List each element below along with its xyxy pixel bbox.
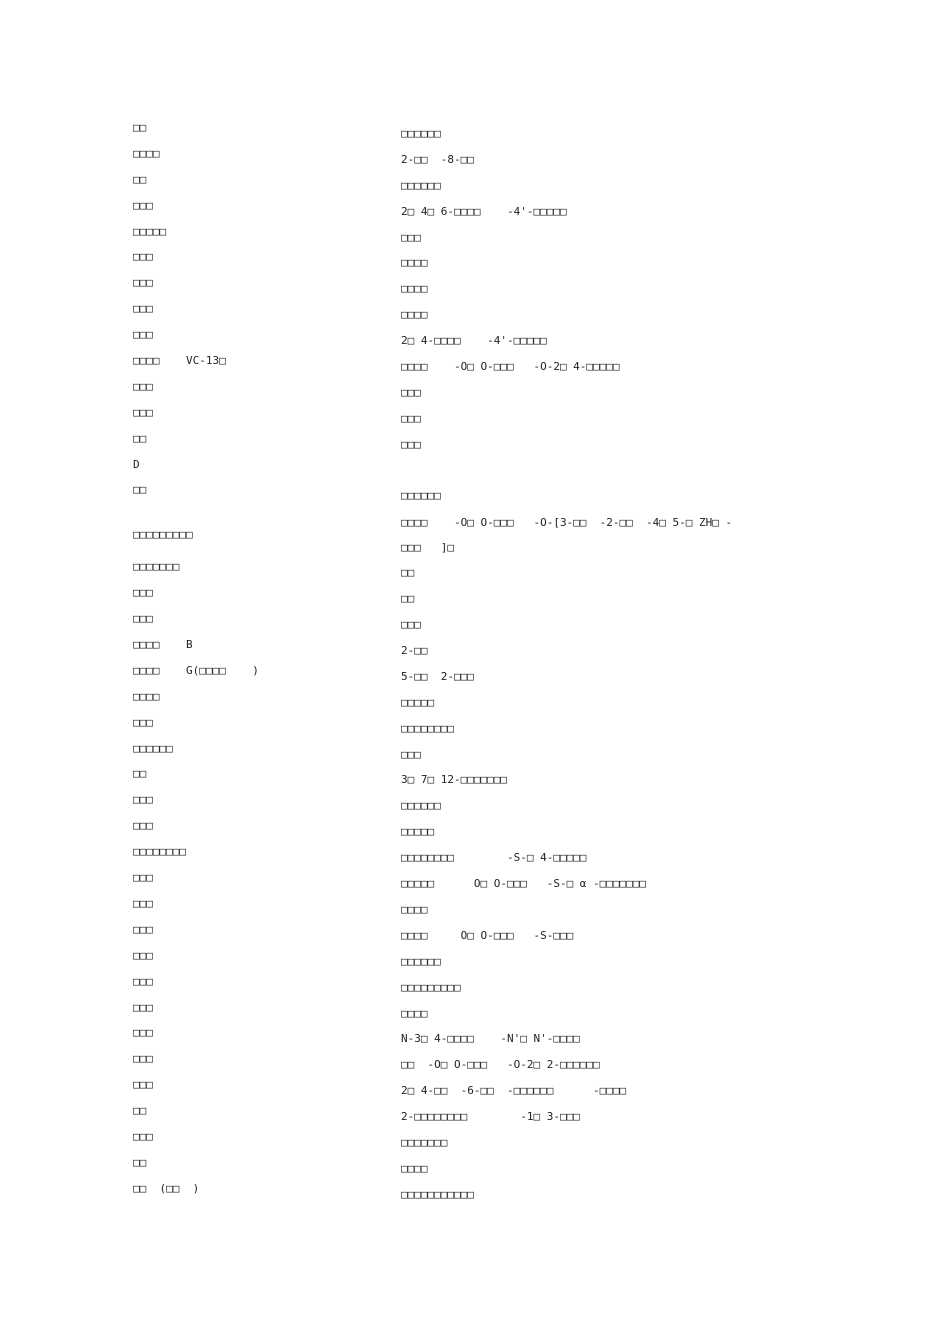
table-row (133, 742, 773, 768)
table-row (133, 1156, 773, 1182)
table-row (133, 897, 773, 923)
compound-name: □□□ (133, 819, 153, 833)
compound-name: □□ (133, 1155, 147, 1169)
compound-name: □□□ (133, 405, 153, 419)
table-row (133, 432, 773, 458)
table-row (133, 199, 773, 225)
table-row (133, 250, 773, 276)
table-row (133, 664, 773, 690)
compound-name: □□ (133, 1104, 147, 1118)
chemical-name: N-3□ 4-□□□□ -N'□ N'-□□□□ (401, 1032, 580, 1046)
compound-name: □□□ (133, 328, 153, 342)
compound-name: □□□ (133, 198, 153, 212)
chemical-name: 2-□□□□□□□□ -1□ 3-□□□ (401, 1110, 580, 1124)
chemical-name: □□□□ -O□ O-□□□ -O-2□ 4-□□□□□ (401, 360, 620, 374)
chemical-name: □□□ (401, 747, 421, 761)
table-row (133, 560, 773, 586)
compound-name: □□□ (133, 1078, 153, 1092)
table-row (133, 380, 773, 406)
chemical-name: □□□□□□□□ (401, 721, 454, 735)
compound-name: □□□ (133, 896, 153, 910)
chemical-name: □□□ (401, 437, 421, 451)
compound-name: □□□ (133, 250, 153, 264)
chemical-name: □□□□□□□□□ (401, 980, 461, 994)
compound-name: □□□□□□□□ (133, 845, 186, 859)
table-row (133, 845, 773, 871)
chemical-name: □□ -O□ O-□□□ -O-2□ 2-□□□□□□ (401, 1058, 600, 1072)
compound-name: □□□□□ (133, 224, 167, 238)
table-row (133, 406, 773, 432)
chemical-name: □□□□□□□□□□□ (401, 1187, 474, 1201)
table-row (133, 509, 773, 560)
compound-name: □□□ (133, 276, 153, 290)
compound-name: □□□ (133, 302, 153, 316)
compound-name: □□ (133, 172, 147, 186)
table-row (133, 767, 773, 793)
compound-name: □□□ (133, 1026, 153, 1040)
chemical-name: □□□ (401, 411, 421, 425)
table-row (133, 1104, 773, 1130)
chemical-name: □□□□□□ (401, 127, 441, 140)
table-row (133, 793, 773, 819)
table-row (133, 225, 773, 251)
chemical-name: 5-□□ 2-□□□ (401, 669, 474, 683)
chemical-name: 2□ 4-□□ -6-□□ -□□□□□□ -□□□□ (401, 1084, 627, 1098)
chemical-name: □□□□□□ (401, 954, 441, 968)
compound-name: □□□ (133, 715, 153, 729)
chemical-name: □□□□□□□ (401, 1135, 448, 1149)
document-table (133, 121, 773, 1208)
compound-name: □□□ (133, 586, 153, 600)
compound-name: □□□□□□□ (133, 560, 180, 574)
compound-name: □□□ (133, 612, 153, 626)
chemical-name: □□□□ (401, 1161, 428, 1175)
section-letter: D (133, 457, 140, 471)
table-row (133, 949, 773, 975)
chemical-name: □□□□□ (401, 825, 435, 839)
compound-name: □□□□ (133, 146, 160, 160)
table-row (133, 276, 773, 302)
table-row (133, 690, 773, 716)
table-row (133, 173, 773, 199)
compound-name: □□ (133, 767, 147, 781)
table-row (133, 147, 773, 173)
compound-name: □□ (□□ ) (133, 1181, 200, 1195)
table-row (133, 483, 773, 509)
chemical-name: □□□□ (401, 256, 428, 270)
table-row (133, 328, 773, 354)
chemical-name: □□□□□ O□ O-□□□ -S-□ α -□□□□□□□ (401, 877, 647, 891)
compound-name: □□□ (133, 1000, 153, 1014)
chemical-name: □□□□ (401, 308, 428, 322)
compound-name: □□□ (133, 948, 153, 962)
compound-name: □□□□□□ (133, 741, 173, 755)
compound-name: □□ (133, 483, 147, 497)
chemical-name: 2-□□ -8-□□ (401, 152, 474, 166)
chemical-name: 2□ 4-□□□□ -4'-□□□□□ (401, 334, 547, 348)
chemical-name: □□□□ O□ O-□□□ -S-□□□ (401, 928, 574, 942)
chemical-name: 2□ 4□ 6-□□□□ -4'-□□□□□ (401, 204, 567, 218)
table-row (133, 1182, 773, 1208)
chemical-name: □□□□ (401, 282, 428, 296)
table-row (133, 302, 773, 328)
compound-name: □□□ (133, 379, 153, 393)
compound-name: □□□ (133, 974, 153, 988)
chemical-name: □□□□□□□□ -S-□ 4-□□□□□ (401, 851, 587, 865)
chemical-name: □□□□ -O□ O-□□□ -O-[3-□□ -2-□□ -4□ 5-□ ZH□ - □□□ ]□ (401, 515, 733, 554)
table-row (133, 716, 773, 742)
chemical-name: 3□ 7□ 12-□□□□□□□ (401, 773, 507, 787)
table-row (133, 1001, 773, 1027)
compound-name: □□□ (133, 1129, 153, 1143)
chemical-name: □□ (401, 592, 415, 606)
section-letter-row (133, 458, 773, 484)
table-row (133, 871, 773, 897)
compound-name: □□ (133, 431, 147, 445)
table-row (133, 638, 773, 664)
table-row (133, 121, 773, 147)
table-row (133, 819, 773, 845)
table-row (133, 1078, 773, 1104)
chemical-name: □□□□□□ (401, 178, 441, 192)
compound-name: □□□ (133, 922, 153, 936)
table-row (133, 1130, 773, 1156)
chemical-name: 2-□□ (401, 644, 428, 658)
chemical-name: □□□ (401, 385, 421, 399)
compound-name: □□ (133, 121, 147, 134)
chemical-name: □□□□ (401, 1006, 428, 1020)
compound-name: □□□□ (133, 689, 160, 703)
chemical-name: □□□□ (401, 902, 428, 916)
compound-name: □□□ (133, 793, 153, 807)
table-row (133, 975, 773, 1001)
chemical-name: □□□□□ (401, 695, 435, 709)
table-row (133, 1026, 773, 1052)
table-row (133, 923, 773, 949)
chemical-name: □□ (401, 566, 415, 580)
chemical-name: □□□□□□ (401, 489, 441, 503)
compound-name: □□□□ G(□□□□ ) (133, 663, 259, 677)
chemical-name: □□□ (401, 618, 421, 632)
compound-name: □□□□□□□□□ (133, 528, 193, 542)
chemical-name: □□□ (401, 230, 421, 244)
table-row (133, 612, 773, 638)
chemical-name: □□□□□□ (401, 799, 441, 813)
table-row (133, 1052, 773, 1078)
compound-name: □□□□ VC-13□ (133, 354, 226, 368)
compound-name: □□□ (133, 871, 153, 885)
compound-name: □□□□ B (133, 638, 193, 652)
table-row (133, 586, 773, 612)
compound-name: □□□ (133, 1052, 153, 1066)
table-row (133, 354, 773, 380)
